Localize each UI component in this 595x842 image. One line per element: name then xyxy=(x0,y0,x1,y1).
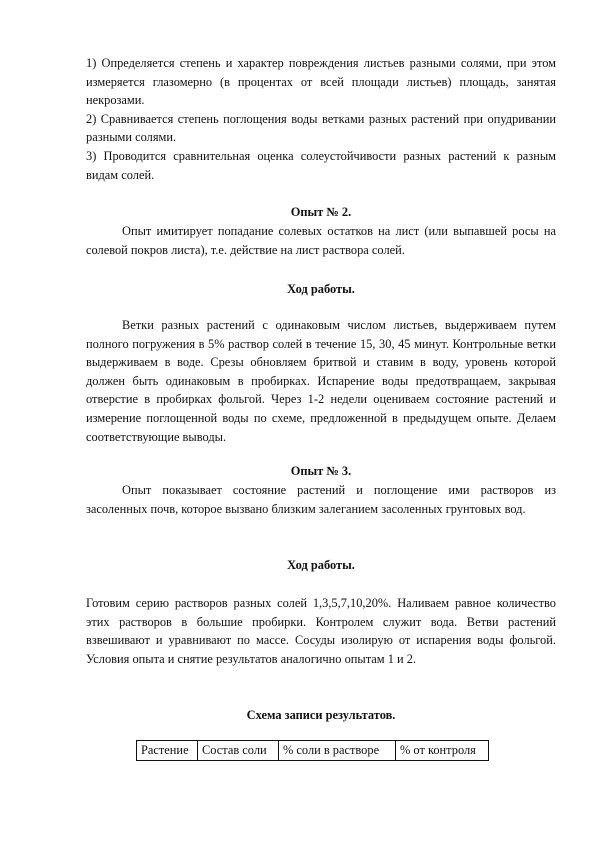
workflow1-text: Ветки разных растений с одинаковым числом листьев, выдерживаем путем полного погружения в 5% раствор солей в течение 15, 30, 45 минут. Контрольные ветки выдерживаем в воде. Срезы обновляем бритвой и ставим в воду, уровень которой должен быть одинаковым в пробирках. Испарение воды предотвращаем, закрывая отверстие в пробирках фольгой. Через 1-2 недели оцениваем состояние растений и измерение поглощенной воды по схеме, предложенной в предыдущем опыте. Делаем соответствующие выводы. xyxy=(86,318,556,444)
exp3-title: Опыт № 3. xyxy=(290,464,352,478)
exp2-description: Опыт имитирует попадание солевых остатков на лист (или выпавшей росы на солевой покров листа), т.е. действие на лист раствора солей. xyxy=(86,224,556,257)
workflow2-title: Ход работы. xyxy=(287,558,355,572)
table-header-cell: Растение xyxy=(137,741,198,761)
exp3-description: Опыт показывает состояние растений и поглощение ими растворов из засоленных почв, которое вызвано близким залеганием засоленных грунтовых вод. xyxy=(86,483,556,516)
exp2-section xyxy=(86,222,556,259)
list-item: 1) Определяется степень и характер повреждения листьев разными солями, при этом измеряется глазомерно (в процентах от всей площади листьев) площадь, занятая некрозами. xyxy=(86,56,556,108)
table-header-cell: Состав соли xyxy=(198,741,279,761)
results-table-title: Схема записи результатов. xyxy=(246,708,396,722)
list-item: 2) Сравнивается степень поглощения воды ветками разных растений при опудривании разными солями. xyxy=(86,111,556,145)
intro-list xyxy=(86,54,556,184)
list-item: 3) Проводится сравнительная оценка солеустойчивости разных растений к разным видам солей. xyxy=(86,148,556,182)
results-table xyxy=(136,740,489,761)
workflow2-text: Готовим серию растворов разных солей 1,3,5,7,10,20%. Наливаем равное количество этих растворов в большие пробирки. Контролем служит вода. Ветви растений взвешивают и уравнивают по массе. Сосуды изолирую от испарения воды фольгой. Условия опыта и снятие результатов аналогично опытам 1 и 2. xyxy=(86,596,556,666)
table-row xyxy=(137,741,489,761)
workflow1-title: Ход работы. xyxy=(287,282,355,296)
exp3-section xyxy=(86,481,556,518)
table-header-cell: % от контроля xyxy=(396,741,489,761)
table-header-cell: % соли в растворе xyxy=(279,741,396,761)
workflow2-section xyxy=(86,594,556,668)
exp2-title: Опыт № 2. xyxy=(290,205,352,219)
workflow1-section xyxy=(86,316,556,446)
